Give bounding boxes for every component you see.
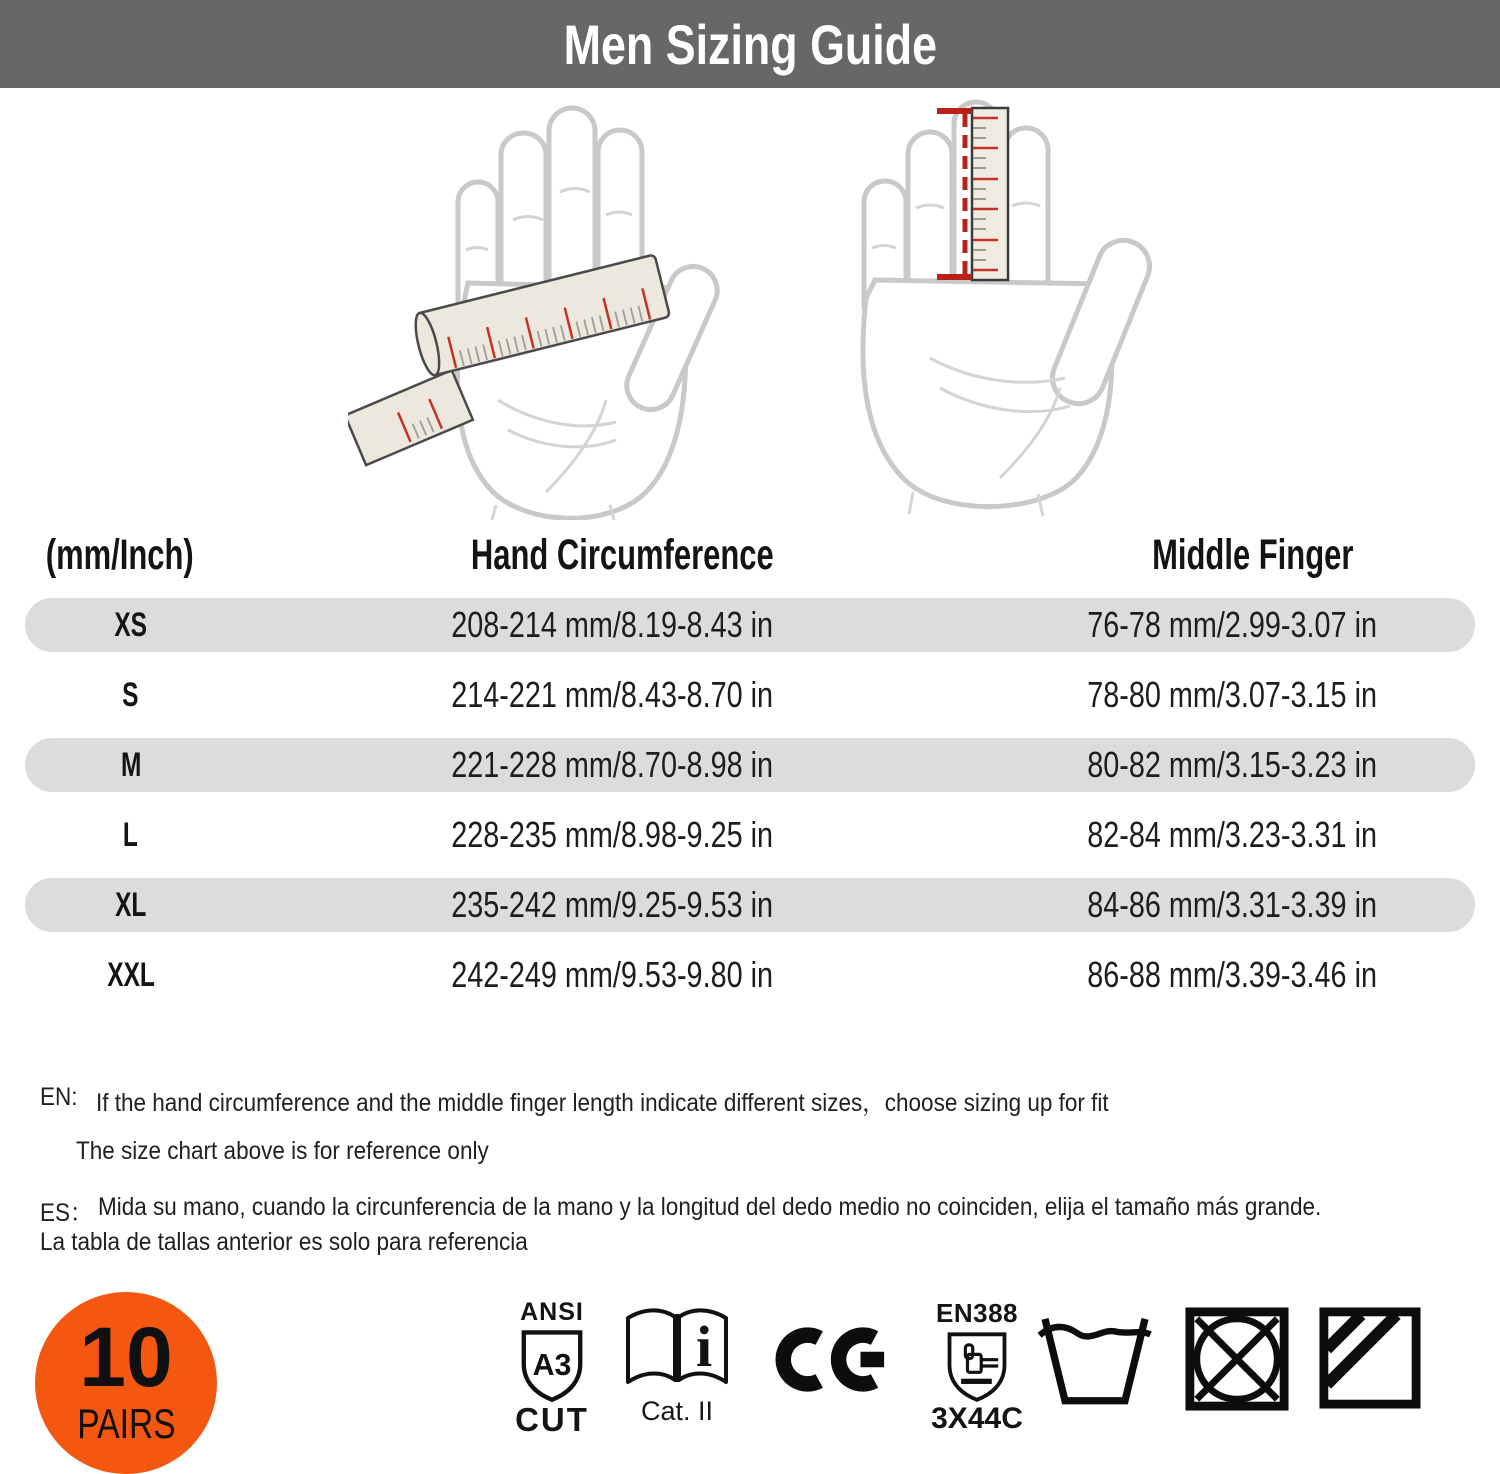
note-es-line2: La tabla de tallas anterior es solo para referencia [40, 1228, 528, 1256]
middle-finger-value: 78-80 mm/3.07-3.15 in [1086, 674, 1377, 715]
middle-finger-value: 80-82 mm/3.15-3.23 in [1086, 744, 1377, 785]
page-title: Men Sizing Guide [563, 12, 937, 76]
middle-finger-value: 86-88 mm/3.39-3.46 in [1086, 954, 1377, 995]
middle-finger-illustration [820, 88, 1204, 520]
hand-circumference-value: 242-249 mm/9.53-9.80 in [451, 954, 774, 995]
table-row [25, 808, 1475, 862]
ansi-cut-shield-icon: ANSI A3 CUT [515, 1298, 589, 1438]
size-label: M [120, 745, 141, 784]
info-glyph: i [695, 1314, 713, 1379]
table-row [25, 668, 1475, 722]
pairs-label: PAIRS [76, 1399, 176, 1447]
note-es-label: ES： [40, 1199, 93, 1227]
pairs-count-badge [35, 1292, 217, 1474]
middle-finger-value: 84-86 mm/3.31-3.39 in [1086, 884, 1377, 925]
middle-finger-value: 82-84 mm/3.23-3.31 in [1086, 814, 1377, 855]
col-header-hand-circumference: Hand Circumference [471, 530, 774, 579]
do-not-tumble-dry-icon [1184, 1306, 1290, 1412]
col-header-size: (mm/Inch) [46, 530, 194, 579]
shield-icon [517, 1327, 587, 1403]
hand-circumference-value: 228-235 mm/8.98-9.25 in [451, 814, 774, 855]
hand-circumference-illustration [348, 100, 752, 520]
en388-shield-icon: EN388 3X44C [931, 1298, 1023, 1435]
size-label: XS [114, 605, 148, 644]
note-es-line1: ES： Mida su mano, cuando la circunferencia de la mano y la longitud del dedo medio no coinciden, elija el tamaño más grande. [40, 1193, 1322, 1227]
pairs-count: 10 [79, 1310, 173, 1405]
machine-wash-icon [1034, 1308, 1156, 1408]
measuring-tape-tail [348, 370, 473, 465]
middle-finger-value: 76-78 mm/2.99-3.07 in [1086, 604, 1377, 645]
table-row [25, 948, 1475, 1002]
hand-circumference-value: 235-242 mm/9.25-9.53 in [451, 884, 774, 925]
abrasion-glove-icon [943, 1329, 1011, 1403]
hand-circumference-value: 214-221 mm/8.43-8.70 in [451, 674, 774, 715]
hand-circumference-value: 208-214 mm/8.19-8.43 in [451, 604, 774, 645]
note-en-line1: EN: If the hand circumference and the middle finger length indicate different sizes，choose sizing up for fit [40, 1083, 1109, 1117]
book-icon [620, 1302, 734, 1390]
table-row [25, 878, 1475, 932]
size-label: L [123, 815, 139, 854]
table-row [25, 598, 1475, 652]
hand-circumference-value: 221-228 mm/8.70-8.98 in [451, 744, 774, 785]
book-label: Cat. II [640, 1396, 714, 1426]
svg-text:A3: A3 [532, 1347, 572, 1382]
note-en-label: EN: [40, 1083, 78, 1111]
ce-mark-icon [772, 1316, 890, 1403]
size-label: XL [115, 885, 147, 924]
col-header-middle-finger: Middle Finger [1151, 530, 1354, 579]
table-row [25, 738, 1475, 792]
table-header-row [0, 524, 1500, 586]
title-bar [0, 0, 1500, 88]
note-en-line2: The size chart above is for reference only [76, 1137, 489, 1165]
instruction-book-icon [612, 1302, 742, 1427]
size-label: XXL [106, 955, 155, 994]
dry-in-shade-icon [1318, 1306, 1422, 1410]
size-label: S [122, 675, 139, 714]
